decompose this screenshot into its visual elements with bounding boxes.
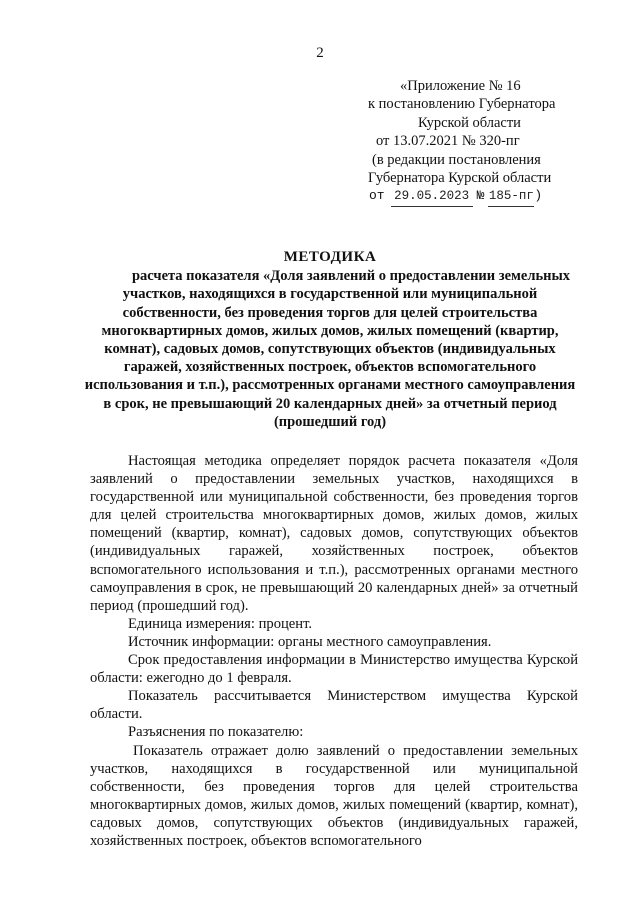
appendix-line-2: к постановлению Губернатора bbox=[368, 96, 556, 113]
paragraph-deadline: Срок предоставления информации в Министерство имущества Курской области: ежегодно до 1 февраля. bbox=[90, 652, 578, 687]
amendment-number: 185-пг bbox=[488, 187, 534, 206]
amendment-from-label: от bbox=[369, 188, 385, 204]
title-heading: МЕТОДИКА bbox=[283, 249, 377, 265]
paragraph-explanation: Показатель отражает долю заявлений о предоставлении земельных участков, находящихся в государственной или муниципальной собственности, без проведения торгов для целей строительства многоквартирных домов, жилых домов, жилых помещений (квартир, комнат), садовых домов, сопутствующих объектов (индивидуальных гаражей, хозяйственных построек, объектов вспомогательного bbox=[90, 742, 578, 849]
paragraph-unit: Единица измерения: процент. bbox=[128, 615, 313, 632]
paragraph-explanations-label: Разъяснения по показателю: bbox=[128, 724, 304, 741]
appendix-line-1: «Приложение № 16 bbox=[400, 78, 521, 94]
document-body bbox=[90, 452, 578, 850]
title-subtitle: расчета показателя «Доля заявлений о предоставлении земельных участков, находящихся в государственной или муниципальной собственности, без проведения торгов для целей строительства многоквартирных домов, жилых домов, жилых помещений (квартир, комнат), садовых домов, сопутствующих объектов (индивидуальных гаражей, хозяйственных построек, объектов вспомогательного использования и т.п.), рассмотренных органами местного самоуправления в срок, не превышающий 20 календарных дней» за отчетный период (прошедший год) bbox=[84, 268, 576, 430]
amendment-number-label: № bbox=[476, 188, 485, 204]
paragraph-intro: Настоящая методика определяет порядок расчета показателя «Доля заявлений о предоставлении земельных участков, находящихся в государственной или муниципальной собственности, без проведения торгов для целей строительства многоквартирных домов, жилых домов, жилых помещений (квартир, комнат), садовых домов, сопутствующих объектов (индивидуальных гаражей, хозяйственных построек, объектов вспомогательного использования и т.п.), рассмотренных органами местного самоуправления в срок, не превышающий 20 календарных дней» за отчетный период (прошедший год). bbox=[90, 453, 578, 614]
appendix-line-3: Курской области bbox=[418, 114, 521, 131]
amendment-date: 29.05.2023 bbox=[391, 187, 473, 206]
appendix-line-5: (в редакции постановления bbox=[372, 151, 541, 168]
page-number: 2 bbox=[316, 45, 324, 61]
appendix-line-6: Губернатора Курской области bbox=[368, 170, 552, 187]
appendix-line-4: от 13.07.2021 № 320-пг bbox=[376, 133, 520, 150]
paragraph-calculator: Показатель рассчитывается Министерством имущества Курской области. bbox=[90, 688, 578, 723]
closing-paren: ) bbox=[534, 188, 543, 204]
appendix-line-7 bbox=[362, 187, 602, 206]
paragraph-source: Источник информации: органы местного самоуправления. bbox=[128, 633, 492, 650]
appendix-header bbox=[362, 77, 602, 207]
document-title bbox=[80, 248, 580, 431]
